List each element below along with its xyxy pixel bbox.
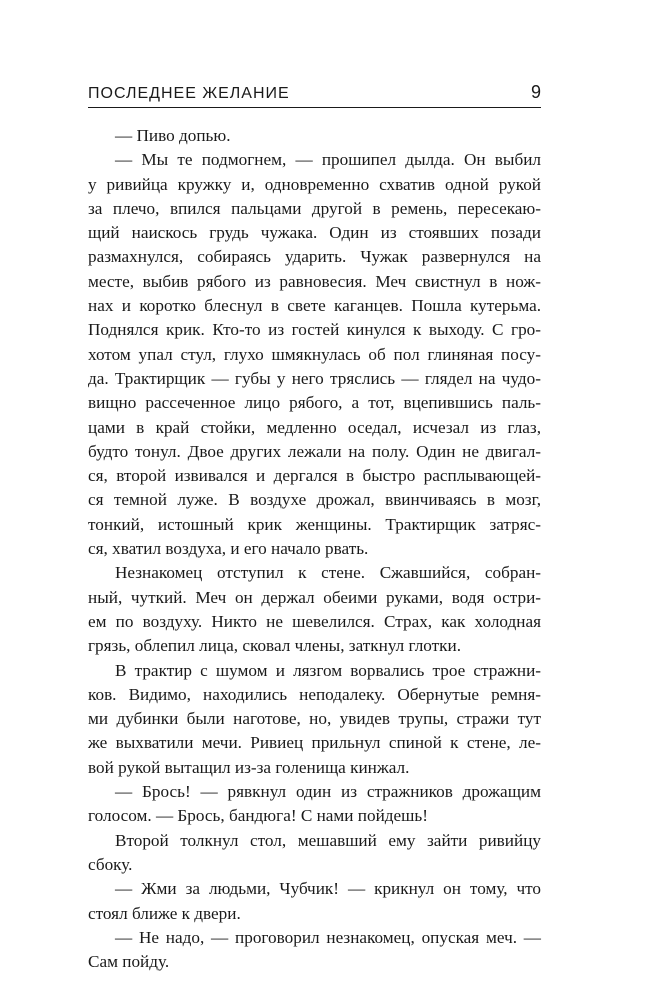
- text-line: размахнулся, собираясь ударить. Чужак развернулся на: [88, 247, 541, 267]
- text-line: да. Трактирщик — губы у него тряслись — глядел на чудо-: [88, 368, 541, 388]
- running-header: [88, 82, 541, 106]
- text-line: — Не надо, — проговорил незнакомец, опуская меч. —: [115, 927, 541, 947]
- text-line: Поднялся крик. Кто-то из гостей кинулся к выходу. С гро-: [88, 320, 541, 340]
- body-text: [88, 124, 541, 974]
- text-line: — Мы те подмогнем, — прошипел дылда. Он выбил: [115, 150, 541, 170]
- text-line: — Пиво допью.: [115, 126, 231, 145]
- text-line: грязь, облепил лица, сковал члены, заткнул глотки.: [88, 636, 462, 656]
- text-line: Второй толкнул стол, мешавший ему зайти ривийцу: [115, 830, 541, 850]
- text-line: — Жми за людьми, Чубчик! — крикнул он тому, что: [115, 879, 541, 899]
- text-line: нах и коротко блеснул в свете каганцев. Пошла кутерьма.: [88, 296, 541, 316]
- text-line: за плечо, впился пальцами другой в ремень, пересекаю-: [88, 198, 541, 218]
- text-line: — Брось! — рявкнул один из стражников дрожащим: [115, 782, 541, 802]
- text-line: у ривийца кружку и, одновременно схватив одной рукой: [88, 174, 541, 194]
- text-line: месте, выбив рябого из равновесия. Меч свистнул в нож-: [88, 271, 541, 291]
- text-line: ный, чуткий. Меч он держал обеими руками, водя остри-: [88, 587, 541, 607]
- text-line: цами в край стойки, медленно оседал, исчезал из глаз,: [88, 417, 541, 437]
- text-line: тонкий, истошный крик женщины. Трактирщик затряс-: [88, 514, 541, 534]
- text-line: вой рукой вытащил из-за голенища кинжал.: [88, 757, 410, 777]
- text-line: же выхватили мечи. Ривиец прильнул спиной к стене, ле-: [88, 733, 541, 753]
- text-line: вищно рассеченное лицо рябого, а тот, вцепившись паль-: [88, 393, 541, 413]
- text-line: ем по воздуху. Никто не шевелился. Страх, как холодная: [88, 611, 541, 631]
- text-line: хотом упал стул, глухо шмякнулась об пол глиняная посу-: [88, 344, 541, 364]
- header-rule: [88, 107, 541, 108]
- text-line: сбоку.: [88, 854, 133, 874]
- text-line: будто тонул. Двое других лежали на полу. Один не двигал-: [88, 441, 541, 461]
- text-line: щий наискось грудь чужака. Один из стоявших позади: [88, 223, 541, 243]
- text-line: ков. Видимо, находились неподалеку. Обернутые ремня-: [88, 684, 541, 704]
- text-line: ся, второй извивался и дергался в быстро расплывающей-: [88, 466, 541, 486]
- running-title: ПОСЛЕДНЕЕ ЖЕЛАНИЕ: [88, 85, 290, 102]
- text-line: Сам пойду.: [88, 952, 170, 972]
- text-line: голосом. — Брось, бандюга! С нами пойдешь!: [88, 806, 428, 826]
- text-line: стоял ближе к двери.: [88, 903, 241, 923]
- text-line: ся темной луже. В воздухе дрожал, ввинчиваясь в мозг,: [88, 490, 541, 510]
- text-line: ся, хватил воздуха, и его начало рвать.: [88, 539, 369, 559]
- page-number: 9: [530, 82, 541, 102]
- text-line: Незнакомец отступил к стене. Сжавшийся, собран-: [115, 563, 541, 583]
- text-line: ми дубинки были наготове, но, увидев трупы, стражи тут: [88, 709, 541, 729]
- text-line: В трактир с шумом и лязгом ворвались трое стражни-: [115, 660, 541, 680]
